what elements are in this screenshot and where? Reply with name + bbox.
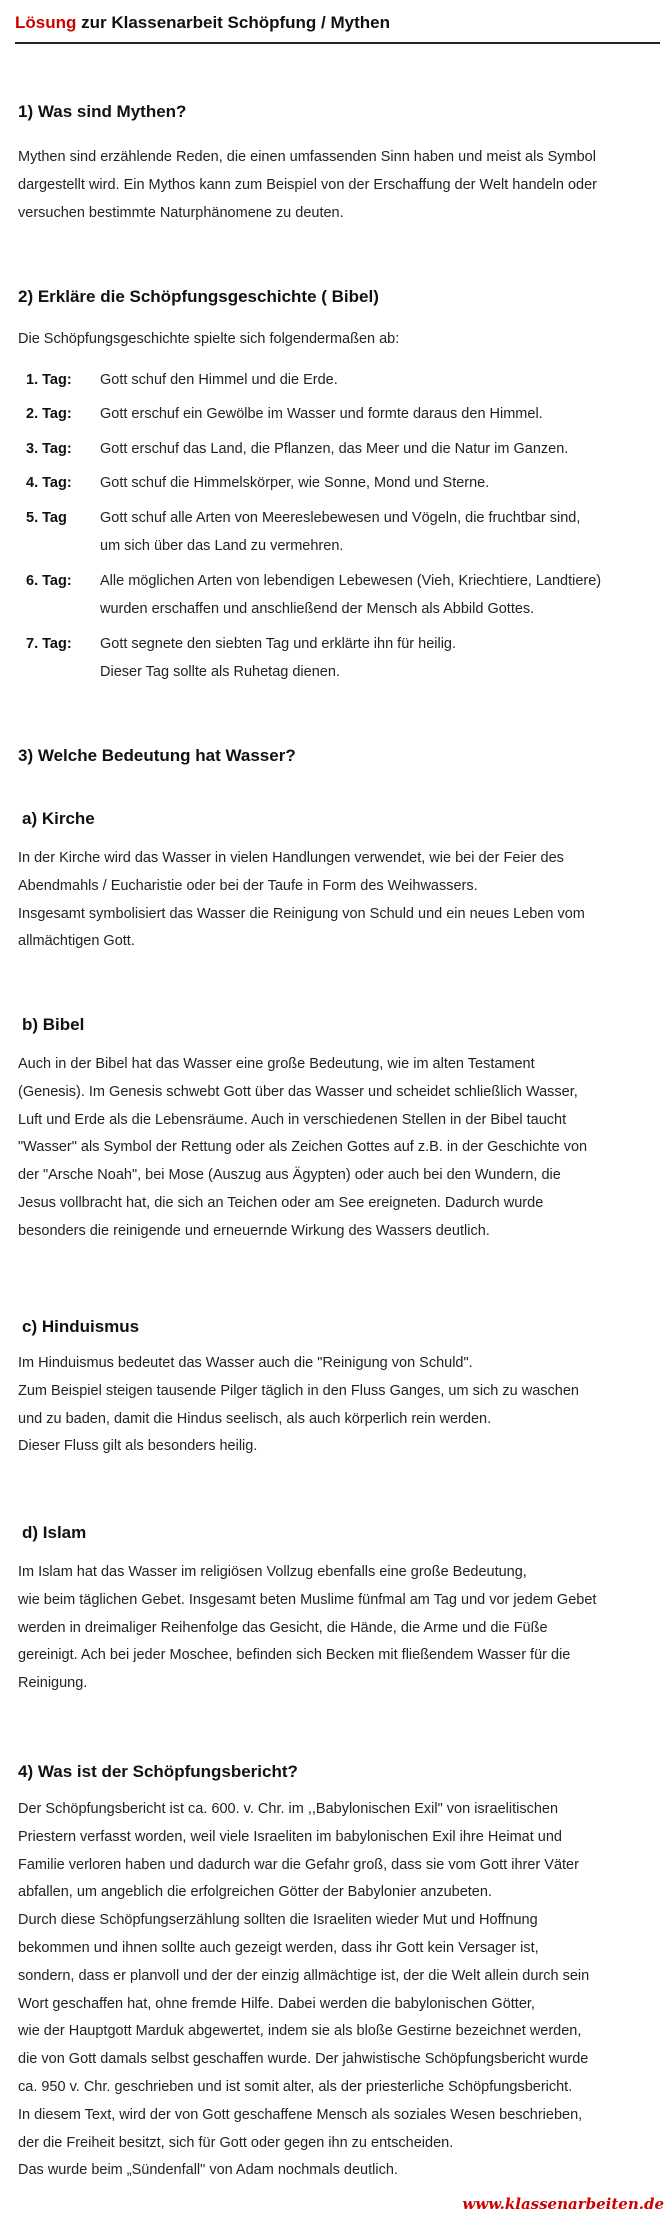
q2-intro xyxy=(18,326,658,354)
q3-b-line: Luft und Erde als die Lebensräume. Auch in verschiedenen Stellen in der Bibel taucht xyxy=(18,1111,567,1128)
q3-a-paragraph xyxy=(18,845,658,956)
q3-d-line: wie beim täglichen Gebet. Insgesamt beten Muslime fünfmal am Tag und vor jedem Gebet xyxy=(18,1591,597,1608)
q4-line: Wort geschaffen hat, ohne fremde Hilfe. Dabei werden die babylonischen Götter, xyxy=(18,1995,535,2012)
day-text xyxy=(100,367,660,395)
day-line: Gott schuf alle Arten von Meereslebewesen und Vögeln, die fruchtbar sind, xyxy=(100,510,581,526)
q1-paragraph xyxy=(18,144,658,227)
title-rest: zur Klassenarbeit Schöpfung / Mythen xyxy=(76,13,390,32)
day-line: wurden erschaffen und anschließend der Mensch als Abbild Gottes. xyxy=(100,600,535,617)
day-text xyxy=(100,631,660,687)
q3-b-line: Jesus vollbracht hat, die sich an Teichen oder am See ereigneten. Dadurch wurde xyxy=(18,1194,544,1211)
q3-a-line: allmächtigen Gott. xyxy=(18,933,135,950)
q1-line: Mythen sind erzählende Reden, die einen umfassenden Sinn haben und meist als Symbol xyxy=(18,149,596,165)
q1-heading: 1) Was sind Mythen? xyxy=(18,102,187,121)
q4-line: der die Freiheit besitzt, sich für Gott oder gegen ihn zu entscheiden. xyxy=(18,2134,454,2151)
day-line: Gott segnete den siebten Tag und erklärte ihn für heilig. xyxy=(100,636,457,652)
day-label: 1. Tag: xyxy=(26,372,72,388)
q4-line: wie der Hauptgott Marduk abgewertet, indem sie als bloße Gestirne bezeichnet werden, xyxy=(18,2023,582,2040)
q3-c-line: Zum Beispiel steigen tausende Pilger täglich in den Fluss Ganges, um sich zu waschen xyxy=(18,1382,579,1399)
q4-line: abfallen, um angeblich die erfolgreichen Götter der Babylonier anzubeten. xyxy=(18,1884,492,1901)
q3-b-line: besonders die reinigende und erneuernde Wirkung des Wassers deutlich. xyxy=(18,1222,490,1239)
q4-line: Das wurde beim „Sündenfall" von Adam nochmals deutlich. xyxy=(18,2162,398,2179)
q2-heading: 2) Erkläre die Schöpfungsgeschichte ( Bibel) xyxy=(18,287,379,306)
q3-b-line: Auch in der Bibel hat das Wasser eine große Bedeutung, wie im alten Testament xyxy=(18,1056,535,1072)
q3-c-line: Dieser Fluss gilt als besonders heilig. xyxy=(18,1438,258,1455)
page-title xyxy=(15,8,660,38)
q3-c-heading: c) Hinduismus xyxy=(22,1317,140,1336)
q3-c-paragraph xyxy=(18,1350,658,1461)
day-label: 3. Tag: xyxy=(26,441,72,457)
day-text xyxy=(100,568,660,624)
q4-line: Priestern verfasst worden, weil viele Israeliten im babylonischen Exil ihre Heimat und xyxy=(18,1828,562,1845)
day-line: um sich über das Land zu vermehren. xyxy=(100,537,344,554)
day-text xyxy=(100,470,660,498)
q3-b-paragraph xyxy=(18,1051,658,1246)
q2-intro-text: Die Schöpfungsgeschichte spielte sich folgendermaßen ab: xyxy=(18,331,400,347)
q3-b-line: "Wasser" als Symbol der Rettung oder als Zeichen Gottes auf z.B. in der Geschichte von xyxy=(18,1139,588,1156)
q4-line: Der Schöpfungsbericht ist ca. 600. v. Chr. im ,,Babylonischen Exil" von israelitischen xyxy=(18,1801,559,1817)
q3-c-line: Im Hinduismus bedeutet das Wasser auch die "Reinigung von Schuld". xyxy=(18,1355,473,1371)
q3-d-paragraph xyxy=(18,1559,658,1698)
day-text xyxy=(100,401,660,429)
day-line: Gott schuf den Himmel und die Erde. xyxy=(100,372,338,388)
day-line: Dieser Tag sollte als Ruhetag dienen. xyxy=(100,663,340,680)
day-label: 6. Tag: xyxy=(26,573,72,589)
day-line: Gott erschuf das Land, die Pflanzen, das Meer und die Natur im Ganzen. xyxy=(100,441,569,457)
page-header xyxy=(15,8,660,44)
day-text xyxy=(100,505,660,561)
q4-heading: 4) Was ist der Schöpfungsbericht? xyxy=(18,1762,298,1781)
q4-line: In diesem Text, wird der von Gott geschaffene Mensch als soziales Wesen beschrieben, xyxy=(18,2106,583,2123)
q3-b-line: der "Arsche Noah", bei Mose (Auszug aus Ägypten) oder auch bei den Wundern, die xyxy=(18,1167,561,1184)
day-label: 7. Tag: xyxy=(26,636,72,652)
q1-line: versuchen bestimmte Naturphänomene zu deuten. xyxy=(18,204,344,221)
day-label: 2. Tag: xyxy=(26,406,72,422)
q3-d-line: werden in dreimaliger Reihenfolge das Gesicht, die Hände, die Arme und die Füße xyxy=(18,1619,548,1636)
day-line: Alle möglichen Arten von lebendigen Lebewesen (Vieh, Kriechtiere, Landtiere) xyxy=(100,573,602,589)
day-line: Gott erschuf ein Gewölbe im Wasser und formte daraus den Himmel. xyxy=(100,406,543,422)
q3-d-line: gereinigt. Ach bei jeder Moschee, befinden sich Becken mit fließendem Wasser für die xyxy=(18,1647,571,1664)
q3-heading: 3) Welche Bedeutung hat Wasser? xyxy=(18,746,296,765)
q3-b-line: (Genesis). Im Genesis schwebt Gott über das Wasser und scheidet schließlich Wasser, xyxy=(18,1083,578,1100)
q4-line: die von Gott damals selbst geschaffen wurde. Der jahwistische Schöpfungsbericht wurde xyxy=(18,2051,589,2068)
site-logo-link[interactable]: www.klassenarbeiten.de xyxy=(462,2195,664,2213)
q4-line: bekommen und ihnen sollte auch gezeigt werden, dass ihr Gott kein Versager ist, xyxy=(18,1939,539,1956)
q3-b-heading: b) Bibel xyxy=(22,1015,85,1034)
day-label: 4. Tag: xyxy=(26,475,72,491)
q1-line: dargestellt wird. Ein Mythos kann zum Beispiel von der Erschaffung der Welt handeln oder xyxy=(18,176,597,193)
q3-d-line: Im Islam hat das Wasser im religiösen Vollzug ebenfalls eine große Bedeutung, xyxy=(18,1564,527,1580)
q3-d-heading: d) Islam xyxy=(22,1523,87,1542)
q4-paragraph xyxy=(18,1796,658,2185)
q3-a-line: Abendmahls / Eucharistie oder bei der Taufe in Form des Weihwassers. xyxy=(18,877,478,894)
q3-a-line: Insgesamt symbolisiert das Wasser die Reinigung von Schuld und ein neues Leben vom xyxy=(18,905,585,922)
q3-a-heading: a) Kirche xyxy=(22,809,95,828)
q4-line: Familie verloren haben und dadurch war die Gefahr groß, dass sie vom Gott ihrer Väter xyxy=(18,1856,579,1873)
q4-line: Durch diese Schöpfungserzählung sollten die Israeliten wieder Mut und Hoffnung xyxy=(18,1912,538,1929)
q4-line: ca. 950 v. Chr. geschrieben und ist somit alter, als der priesterliche Schöpfungsbericht. xyxy=(18,2078,573,2095)
q3-c-line: und zu baden, damit die Hindus seelisch, als auch körperlich rein werden. xyxy=(18,1410,492,1427)
day-text xyxy=(100,436,660,464)
day-label: 5. Tag xyxy=(26,510,67,526)
day-line: Gott schuf die Himmelskörper, wie Sonne, Mond und Sterne. xyxy=(100,475,490,491)
q4-line: sondern, dass er planvoll und der der einzig allmächtige ist, der die Welt allein durch sein xyxy=(18,1967,590,1984)
title-accent: Lösung xyxy=(15,13,77,32)
q3-a-line: In der Kirche wird das Wasser in vielen Handlungen verwendet, wie bei der Feier des xyxy=(18,850,564,866)
q3-d-line: Reinigung. xyxy=(18,1675,88,1692)
